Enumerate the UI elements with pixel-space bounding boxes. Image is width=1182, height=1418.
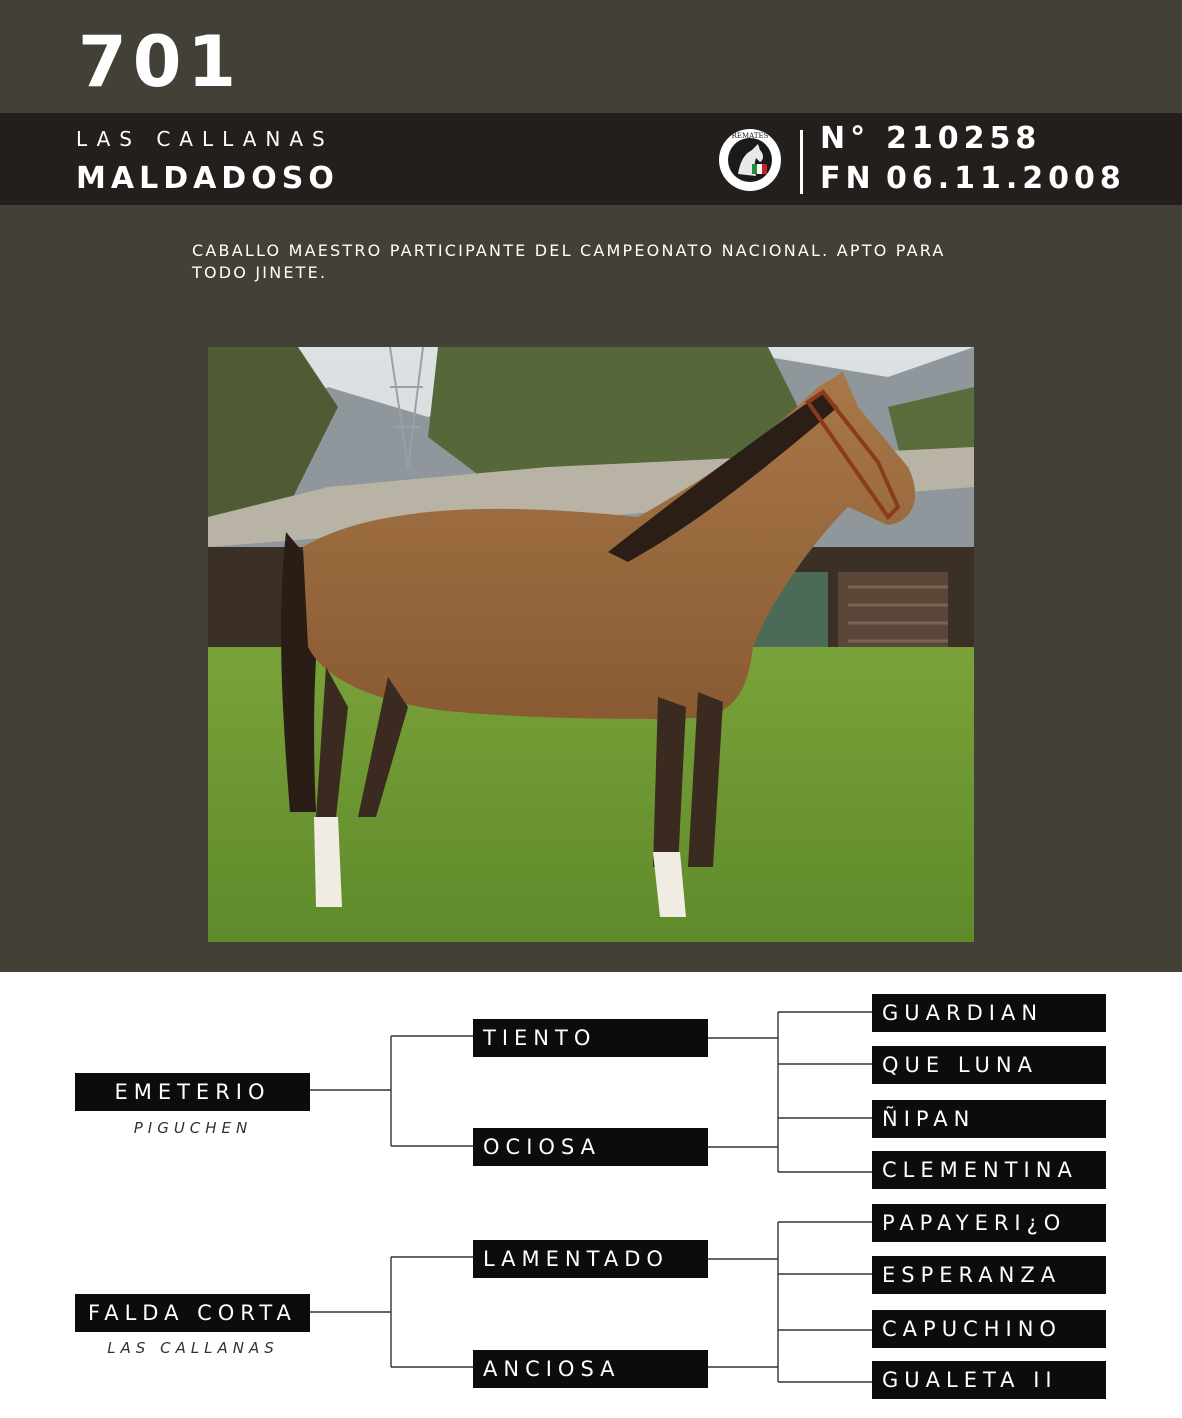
great-grandparent-box: PAPAYERI¿O [872, 1204, 1106, 1242]
dam-breeder: LAS CALLANAS [107, 1339, 279, 1357]
great-grandparent-box: ÑIPAN [872, 1100, 1106, 1138]
great-grandparent-box: GUALETA II [872, 1361, 1106, 1399]
remates-logo [718, 128, 782, 192]
great-grandparent-box: GUARDIAN [872, 994, 1106, 1032]
svg-text:REMATES: REMATES [731, 132, 769, 140]
sire-dam-box: OCIOSA [473, 1128, 708, 1166]
sire-name: EMETERIO [114, 1080, 271, 1104]
registration-number: 210258 [886, 121, 1042, 156]
registration-label: N° [820, 121, 871, 156]
horse-photo [208, 347, 974, 942]
sire-breeder: PIGUCHEN [133, 1119, 253, 1137]
birth-date-row [820, 161, 1126, 197]
birth-label: FN [820, 161, 876, 196]
header-divider [800, 130, 803, 194]
great-grandparent-box: CLEMENTINA [872, 1151, 1106, 1189]
dam-dam-box: ANCIOSA [473, 1350, 708, 1388]
horse-description: CABALLO MAESTRO PARTICIPANTE DEL CAMPEONATO NACIONAL. APTO PARA TODO JINETE. [192, 241, 946, 282]
great-grandparent-box: CAPUCHINO [872, 1310, 1106, 1348]
sire-box [75, 1073, 310, 1111]
registration-row [820, 121, 1041, 157]
lot-number: 701 [78, 21, 243, 103]
sire-sire-box: TIENTO [473, 1019, 708, 1057]
breeder-name: LAS CALLANAS [76, 127, 334, 151]
great-grandparent-box: ESPERANZA [872, 1256, 1106, 1294]
horse-name: MALDADOSO [76, 161, 339, 196]
birth-date: 06.11.2008 [886, 161, 1126, 196]
dam-box [75, 1294, 310, 1332]
dam-sire-box: LAMENTADO [473, 1240, 708, 1278]
great-grandparent-box: QUE LUNA [872, 1046, 1106, 1084]
dam-name: FALDA CORTA [88, 1301, 297, 1325]
